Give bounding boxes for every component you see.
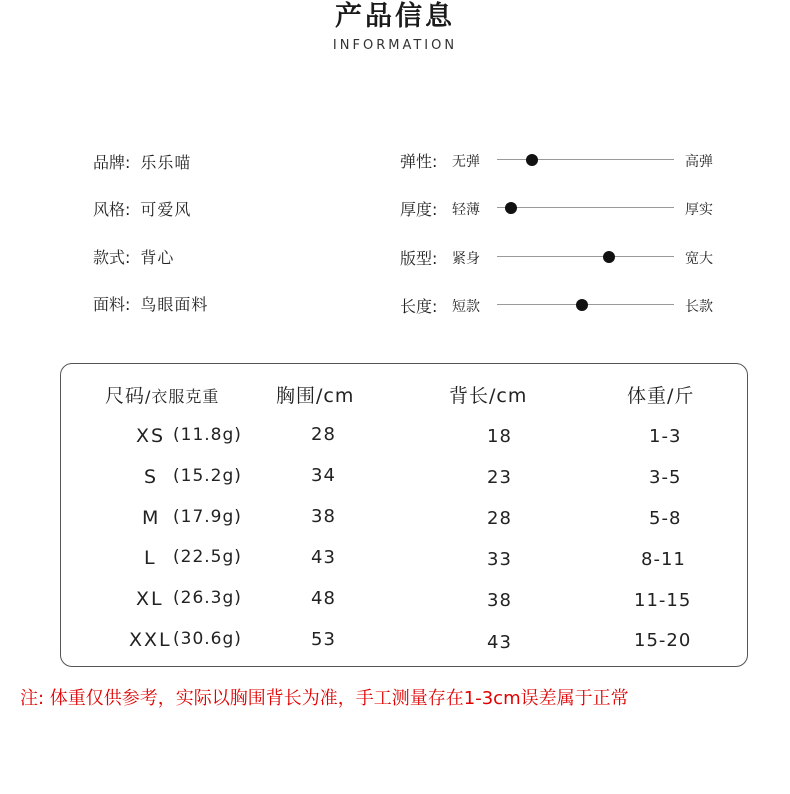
slider-min-label: 无弹	[452, 154, 480, 170]
header-chest: 胸围/cm	[276, 385, 355, 407]
slider-min-label: 短款	[452, 299, 480, 315]
cell-chest: 34	[311, 465, 336, 486]
slider-knob	[576, 299, 588, 311]
measurement-note: 注: 体重仅供参考，实际以胸围背长为准，手工测量存在1-3cm误差属于正常	[20, 688, 629, 709]
cell-back: 43	[487, 632, 512, 653]
cell-back: 28	[487, 508, 512, 529]
slider-max-label: 长款	[685, 299, 713, 315]
slider-elasticity	[400, 147, 730, 171]
slider-knob	[603, 251, 615, 263]
cell-body-weight: 5-8	[649, 508, 682, 529]
cell-weight: (15.2g)	[173, 466, 242, 486]
cell-weight: (11.8g)	[173, 425, 242, 445]
cell-body-weight: 1-3	[649, 426, 682, 447]
cell-size: XL	[136, 588, 164, 610]
info-key: 款式:	[93, 248, 131, 267]
cell-weight: (17.9g)	[173, 507, 242, 527]
slider-track	[497, 207, 674, 208]
slider-length	[400, 292, 730, 316]
cell-weight: (30.6g)	[173, 629, 242, 649]
info-brand	[93, 150, 191, 173]
slider-label: 弹性:	[400, 152, 438, 171]
cell-body-weight: 11-15	[634, 590, 692, 611]
cell-size: M	[142, 507, 161, 529]
slider-min-label: 紧身	[452, 251, 480, 267]
slider-knob	[526, 154, 538, 166]
cell-body-weight: 3-5	[649, 467, 682, 488]
cell-back: 38	[487, 590, 512, 611]
slider-knob	[505, 202, 517, 214]
header-size-text: 尺码	[105, 385, 146, 407]
info-style	[93, 197, 191, 220]
info-key: 品牌:	[93, 153, 131, 172]
slider-track	[497, 256, 674, 257]
info-type	[93, 245, 174, 268]
page-subtitle: INFORMATION	[332, 38, 458, 53]
slider-track	[497, 159, 674, 160]
cell-size: L	[144, 547, 157, 569]
slider-label: 厚度:	[400, 200, 438, 219]
slider-max-label: 宽大	[685, 251, 713, 267]
info-value: 鸟眼面料	[140, 295, 209, 314]
cell-chest: 38	[311, 506, 336, 527]
slider-thickness	[400, 195, 730, 219]
slider-label: 长度:	[400, 297, 438, 316]
slider-min-label: 轻薄	[452, 202, 480, 218]
cell-back: 33	[487, 549, 512, 570]
info-value: 可爱风	[140, 200, 192, 219]
header-size-weight: /衣服克重	[145, 387, 220, 406]
slider-max-label: 高弹	[685, 154, 713, 170]
info-fabric	[93, 292, 208, 315]
info-value: 乐乐喵	[140, 153, 192, 172]
cell-size: XXL	[129, 629, 172, 651]
cell-back: 18	[487, 426, 512, 447]
info-key: 面料:	[93, 295, 131, 314]
header-size	[105, 381, 219, 408]
slider-max-label: 厚实	[685, 202, 713, 218]
cell-size: S	[144, 466, 159, 488]
cell-chest: 48	[311, 588, 336, 609]
info-value: 背心	[140, 248, 175, 267]
cell-body-weight: 8-11	[641, 549, 686, 570]
info-key: 风格:	[93, 200, 131, 219]
slider-label: 版型:	[400, 249, 438, 268]
header-body-weight: 体重/斤	[627, 385, 695, 407]
size-table	[60, 363, 748, 667]
header-back: 背长/cm	[449, 385, 528, 407]
cell-chest: 43	[311, 547, 336, 568]
slider-fit	[400, 244, 730, 268]
cell-weight: (22.5g)	[173, 547, 242, 567]
cell-chest: 28	[311, 424, 336, 445]
page-title: 产品信息	[335, 1, 455, 32]
cell-chest: 53	[311, 629, 336, 650]
cell-back: 23	[487, 467, 512, 488]
cell-body-weight: 15-20	[634, 630, 692, 651]
cell-weight: (26.3g)	[173, 588, 242, 608]
cell-size: XS	[136, 425, 166, 447]
